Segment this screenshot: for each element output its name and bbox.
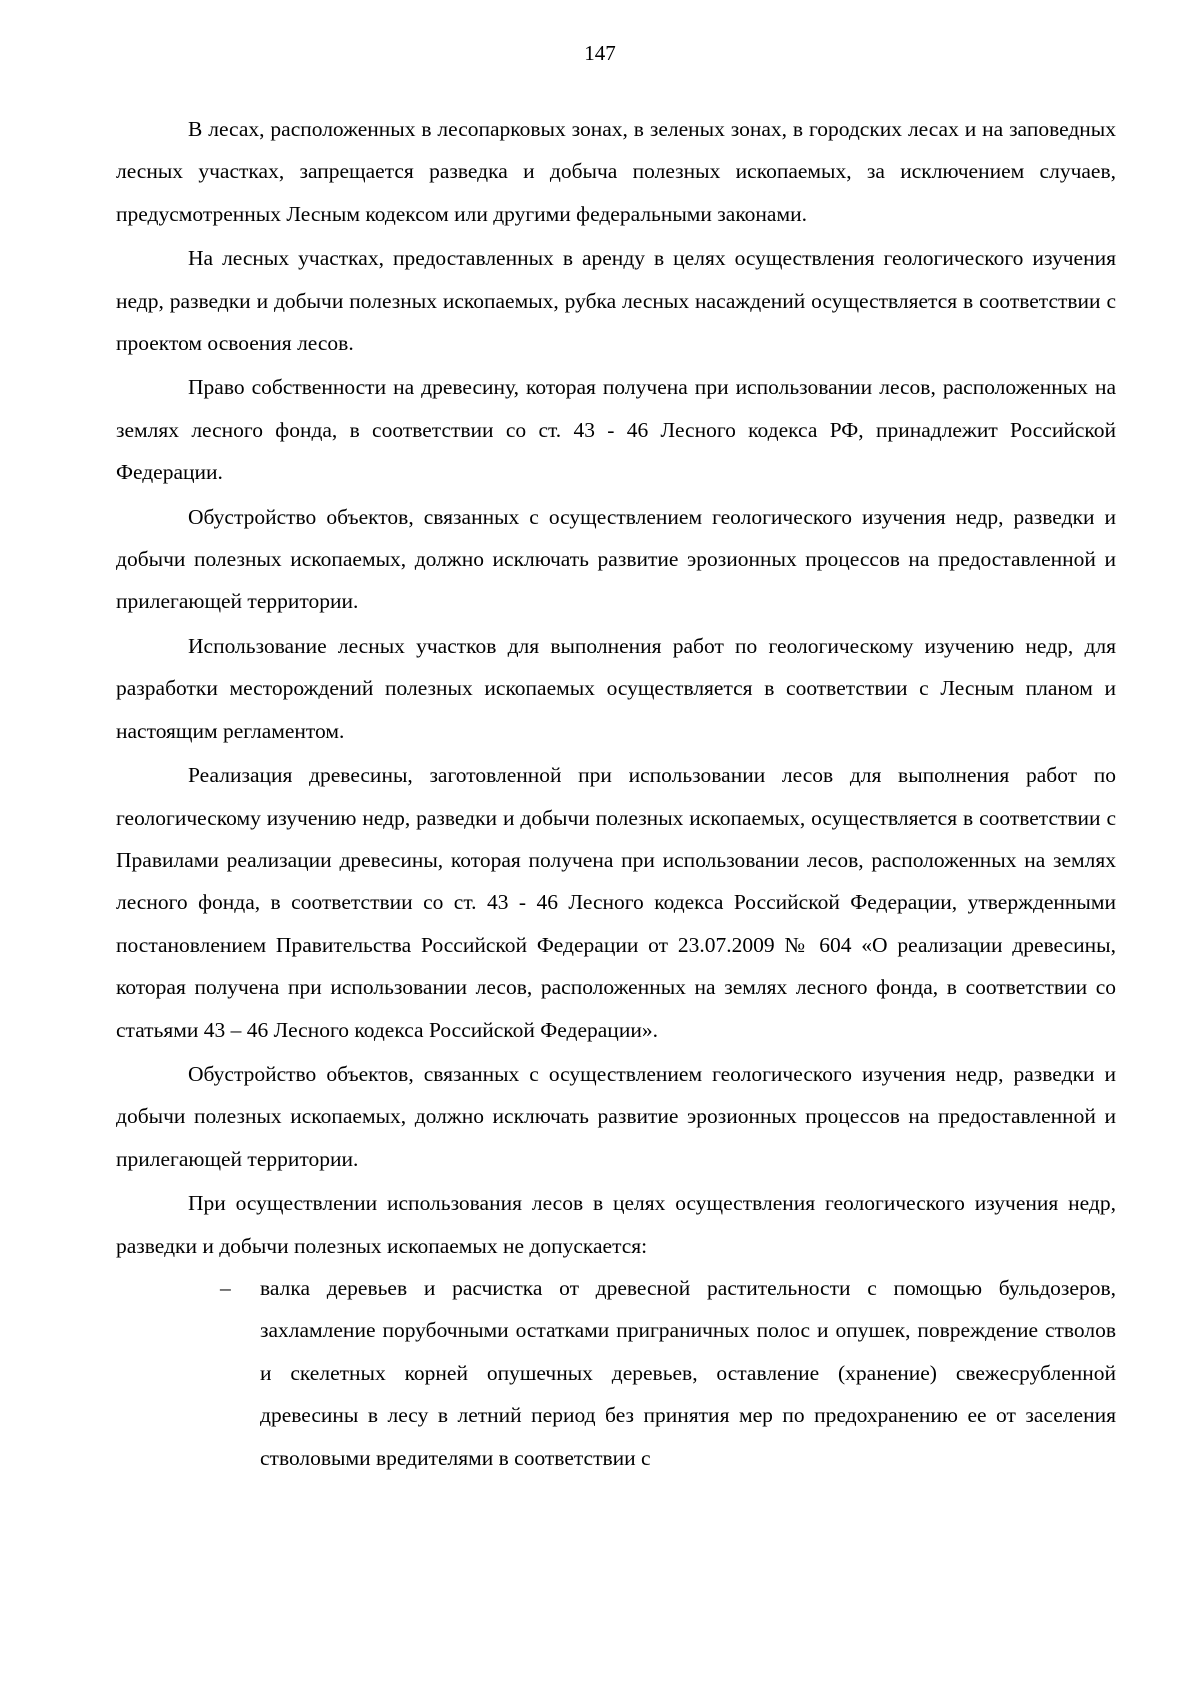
document-body <box>116 108 1116 1479</box>
paragraph: Реализация древесины, заготовленной при использовании лесов для выполнения работ по геологическому изучению недр, разведки и добычи полезных ископаемых, осуществляется в соответствии с Правилами реализации древесины, которая получена при использовании лесов, расположенных на землях лесного фонда, в соответствии со ст. 43 - 46 Лесного кодекса Российской Федерации, утвержденными постановлением Правительства Российской Федерации от 23.07.2009 № 604 «О реализации древесины, которая получена при использовании лесов, расположенных на землях лесного фонда, в соответствии со статьями 43 – 46 Лесного кодекса Российской Федерации». <box>116 763 1116 1042</box>
paragraph: В лесах, расположенных в лесопарковых зонах, в зеленых зонах, в городских лесах и на заповедных лесных участках, запрещается разведка и добыча полезных ископаемых, за исключением случаев, предусмотренных Лесным кодексом или другими федеральными законами. <box>116 117 1116 226</box>
list-dash-marker: – <box>220 1275 231 1300</box>
prohibitions-list <box>116 1267 1116 1479</box>
page-number: 147 <box>584 41 616 65</box>
list-item <box>220 1267 1116 1479</box>
paragraph: Использование лесных участков для выполнения работ по геологическому изучению недр, для разработки месторождений полезных ископаемых осуществляется в соответствии с Лесным планом и настоящим регламентом. <box>116 633 1116 743</box>
paragraph: Обустройство объектов, связанных с осуществлением геологического изучения недр, разведки и добычи полезных ископаемых, должно исключать развитие эрозионных процессов на предоставленной и прилегающей территории. <box>116 1061 1116 1171</box>
list-item-text: валка деревьев и расчистка от древесной растительности с помощью бульдозеров, захламление порубочными остатками приграничных полос и опушек, повреждение стволов и скелетных корней опушечных деревьев, оставление (хранение) свежесрубленной древесины в лесу в летний период без принятия мер по предохранению ее от заселения стволовыми вредителями в соответствии с <box>260 1275 1116 1470</box>
paragraph: На лесных участках, предоставленных в аренду в целях осуществления геологического изучения недр, разведки и добычи полезных ископаемых, рубка лесных насаждений осуществляется в соответствии с проектом освоения лесов. <box>116 246 1116 356</box>
paragraph: При осуществлении использования лесов в целях осуществления геологического изучения недр, разведки и добычи полезных ископаемых не допускается: <box>116 1191 1116 1258</box>
paragraph: Обустройство объектов, связанных с осуществлением геологического изучения недр, разведки и добычи полезных ископаемых, должно исключать развитие эрозионных процессов на предоставленной и прилегающей территории. <box>116 504 1116 614</box>
paragraph: Право собственности на древесину, которая получена при использовании лесов, расположенных на землях лесного фонда, в соответствии со ст. 43 - 46 Лесного кодекса РФ, принадлежит Российской Федерации. <box>116 375 1116 485</box>
